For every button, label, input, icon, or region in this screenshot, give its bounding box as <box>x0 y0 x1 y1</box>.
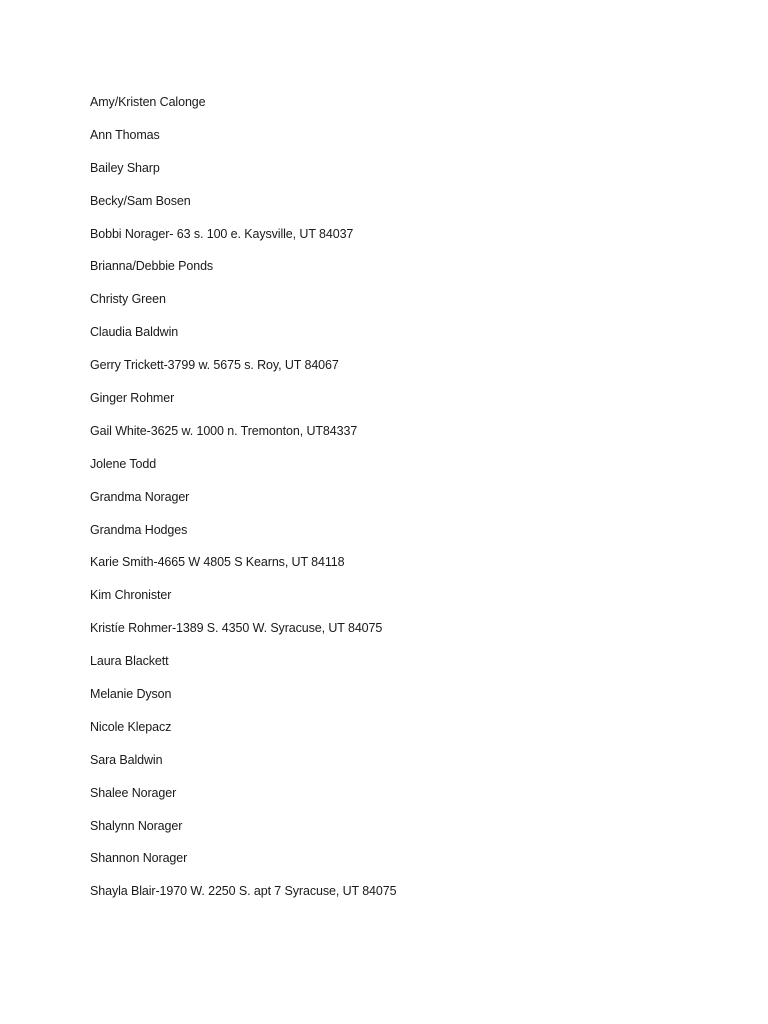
list-item: Melanie Dyson <box>90 687 172 702</box>
list-item: Laura Blackett <box>90 654 169 669</box>
list-item: Christy Green <box>90 292 166 307</box>
list-item: Kim Chronister <box>90 588 172 603</box>
contact-list <box>90 93 396 915</box>
list-item: Shalee Norager <box>90 785 177 800</box>
list-item: Grandma Norager <box>90 489 190 504</box>
list-item: Nicole Klepacz <box>90 719 172 734</box>
list-item: Claudia Baldwin <box>90 325 179 340</box>
list-item: Bailey Sharp <box>90 160 160 175</box>
list-item: Bobbi Norager- 63 s. 100 e. Kaysville, UT 84037 <box>90 226 354 241</box>
list-item: Sara Baldwin <box>90 752 163 767</box>
list-item: Gail White-3625 w. 1000 n. Tremonton, UT84337 <box>90 423 358 438</box>
list-item: Ann Thomas <box>90 127 160 142</box>
list-item: Shannon Norager <box>90 851 188 866</box>
list-item: Gerry Trickett-3799 w. 5675 s. Roy, UT 84067 <box>90 358 339 373</box>
list-item: Amy/Kristen Calonge <box>90 95 206 109</box>
list-item: Ginger Rohmer <box>90 391 175 406</box>
list-item: Jolene Todd <box>90 456 157 471</box>
list-item: Karie Smith-4665 W 4805 S Kearns, UT 84118 <box>90 555 345 570</box>
list-item: Brianna/Debbie Ponds <box>90 259 214 274</box>
list-item: Shalynn Norager <box>90 818 183 833</box>
list-item: Becky/Sam Bosen <box>90 193 191 208</box>
list-item: Shayla Blair-1970 W. 2250 S. apt 7 Syracuse, UT 84075 <box>90 884 397 899</box>
list-item: Kristíe Rohmer-1389 S. 4350 W. Syracuse, UT 84075 <box>90 621 383 636</box>
list-item: Grandma Hodges <box>90 522 188 537</box>
